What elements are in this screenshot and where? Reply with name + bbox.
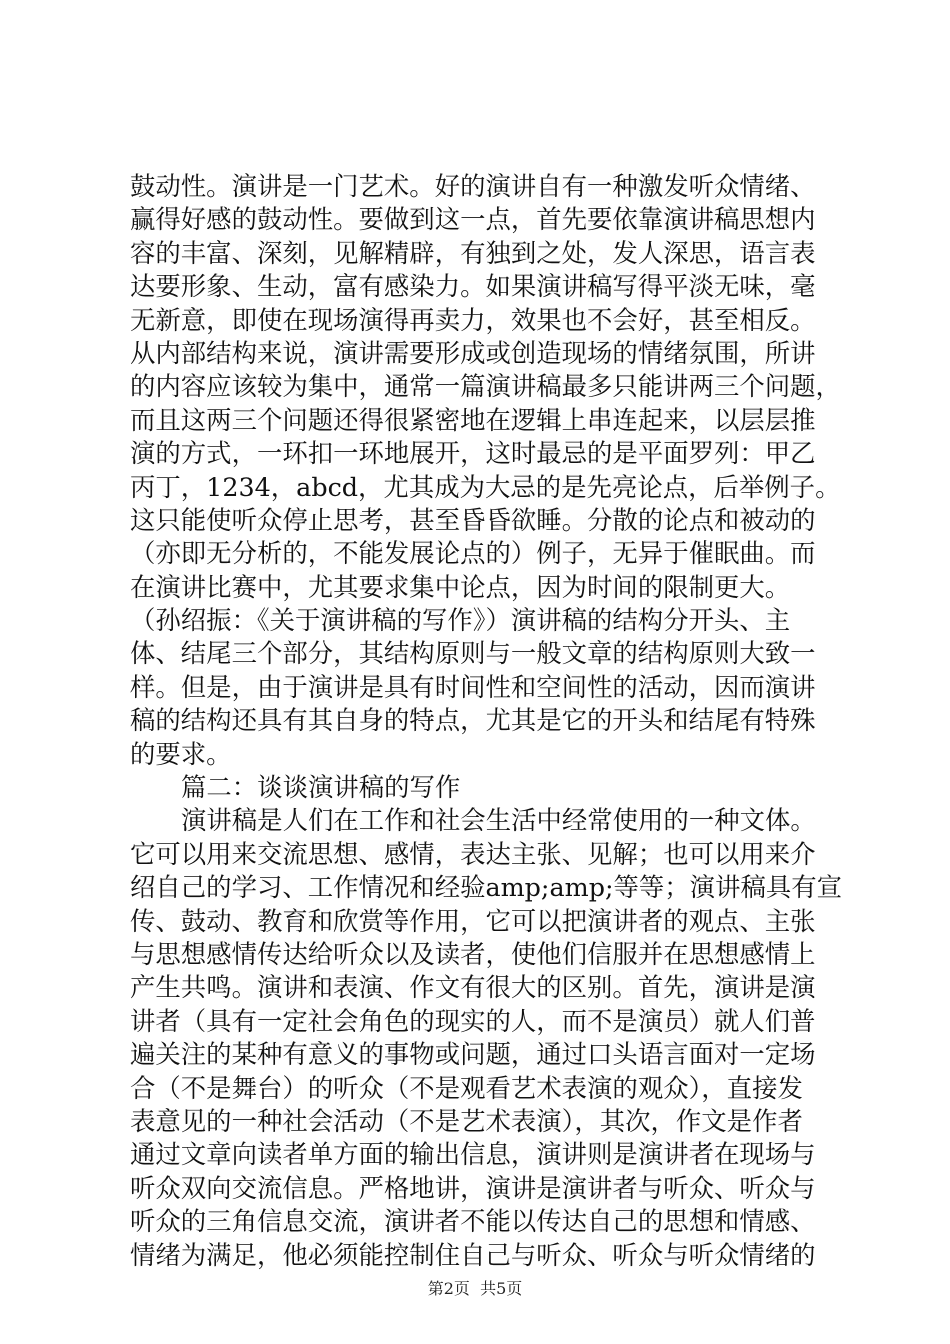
text-line: 的要求。 [130, 738, 232, 769]
text-line: 与思想感情传达给听众以及读者，使他们信服并在思想感情上 [130, 938, 816, 969]
text-line: 产生共鸣。演讲和表演、作文有很大的区别。首先，演讲是演 [130, 972, 816, 1003]
text-line: 绍自己的学习、工作情况和经验amp;amp;等等；演讲稿具有宣 [130, 872, 843, 903]
text-line: 讲者（具有一定社会角色的现实的人，而不是演员）就人们普 [130, 1005, 816, 1036]
document-body [130, 170, 843, 1272]
text-line: 表意见的一种社会活动（不是艺术表演），其次，作文是作者 [130, 1105, 803, 1136]
page-number: 第2页 [427, 1279, 470, 1298]
text-line: 传、鼓动、教育和欣赏等作用，它可以把演讲者的观点、主张 [130, 905, 816, 936]
section-heading: 篇二：谈谈演讲稿的写作 [181, 772, 461, 803]
text-line: （孙绍振：《关于演讲稿的写作》）演讲稿的结构分开头、主 [130, 605, 791, 636]
text-line: 通过文章向读者单方面的输出信息，演讲则是演讲者在现场与 [130, 1139, 816, 1170]
text-line: 合（不是舞台）的听众（不是观看艺术表演的观众），直接发 [130, 1072, 803, 1103]
text-line: 听众双向交流信息。严格地讲，演讲是演讲者与听众、听众与 [130, 1172, 816, 1203]
text-line: 赢得好感的鼓动性。要做到这一点，首先要依靠演讲稿思想内 [130, 204, 816, 235]
text-line: 演讲稿是人们在工作和社会生活中经常使用的一种文体。 [181, 805, 816, 836]
text-line: 遍关注的某种有意义的事物或问题，通过口头语言面对一定场 [130, 1039, 816, 1070]
text-line: 的内容应该较为集中，通常一篇演讲稿最多只能讲两三个问题， [130, 371, 841, 402]
text-line: 无新意，即使在现场演得再卖力，效果也不会好，甚至相反。 [130, 304, 816, 335]
text-line: 样。但是，由于演讲是具有时间性和空间性的活动，因而演讲 [130, 671, 816, 702]
text-line: 稿的结构还具有其自身的特点，尤其是它的开头和结尾有特殊 [130, 705, 816, 736]
text-line: （亦即无分析的，不能发展论点的）例子，无异于催眠曲。而 [130, 538, 816, 569]
page-footer [0, 1278, 950, 1300]
text-line: 听众的三角信息交流，演讲者不能以传达自己的思想和情感、 [130, 1206, 816, 1237]
text-line: 从内部结构来说，演讲需要形成或创造现场的情绪氛围，所讲 [130, 337, 816, 368]
text-line: 丙丁，1234，abcd，尤其成为大忌的是先亮论点，后举例子。 [130, 471, 841, 502]
text-line: 容的丰富、深刻，见解精辟，有独到之处，发人深思，语言表 [130, 237, 816, 268]
text-line: 情绪为满足，他必须能控制住自己与听众、听众与听众情绪的 [130, 1239, 816, 1270]
text-line: 体、结尾三个部分，其结构原则与一般文章的结构原则大致一 [130, 638, 816, 669]
text-line: 这只能使听众停止思考，甚至昏昏欲睡。分散的论点和被动的 [130, 504, 816, 535]
text-line: 达要形象、生动，富有感染力。如果演讲稿写得平淡无味，毫 [130, 271, 816, 302]
text-line: 而且这两三个问题还得很紧密地在逻辑上串连起来，以层层推 [130, 404, 816, 435]
footer-separator [470, 1279, 480, 1298]
text-line: 鼓动性。演讲是一门艺术。好的演讲自有一种激发听众情绪、 [130, 171, 816, 201]
page-total: 共5页 [480, 1279, 523, 1298]
text-line: 在演讲比赛中，尤其要求集中论点，因为时间的限制更大。 [130, 571, 791, 602]
text-line: 演的方式，一环扣一环地展开，这时最忌的是平面罗列：甲乙 [130, 438, 816, 469]
text-line: 它可以用来交流思想、感情，表达主张、见解；也可以用来介 [130, 838, 816, 869]
